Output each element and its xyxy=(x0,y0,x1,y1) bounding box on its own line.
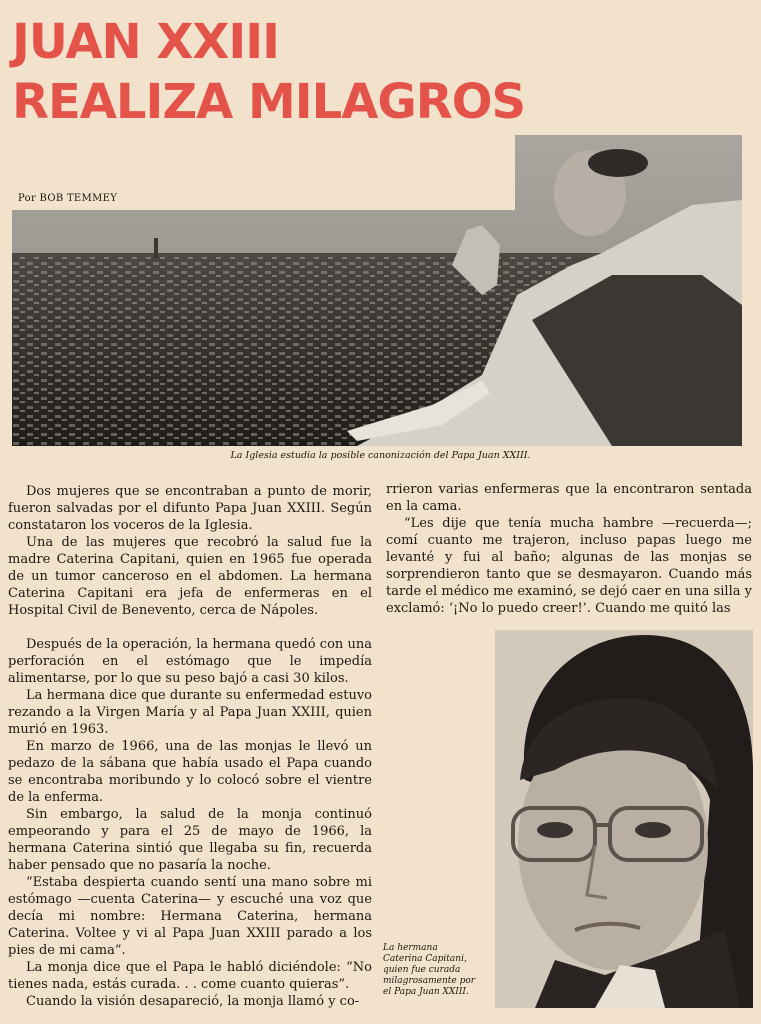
portrait-caption-line: La hermana xyxy=(383,943,438,953)
portrait-photo-illustration xyxy=(495,630,753,1008)
hero-photo xyxy=(12,135,742,446)
paragraph: Sin embargo, la salud de la monja continuó empeorando y para el 25 de mayo de 1966, la hermana Caterina sintió que llegaba su fin, recuerda haber pensado que no pasaría la noche. xyxy=(8,807,372,873)
portrait-caption-line: Caterina Capitani, xyxy=(383,954,467,964)
paragraph: Una de las mujeres que recobró la salud fue la madre Caterina Capitani, quien en 1965 fue operada de un tumor canceroso en el abdomen. La hermana Caterina Capitani era jefa de enfermeras en el Hospital Civil de Benevento, cerca de Nápoles. xyxy=(8,535,372,618)
paragraph: rrieron varias enfermeras que la encontraron sentada en la cama. xyxy=(386,482,752,514)
paragraph: Cuando la visión desapareció, la monja llamó y co- xyxy=(26,994,360,1009)
portrait-caption-line: milagrosamente por xyxy=(383,976,476,986)
article-left-column xyxy=(8,483,372,1010)
headline-line-2: REALIZA MILAGROS xyxy=(12,74,526,130)
paragraph: Después de la operación, la hermana quedó con una perforación en el estómago que le impedía alimentarse, por lo que su peso bajó a casi 30 kilos. xyxy=(8,637,372,686)
article-right-column xyxy=(386,481,752,617)
headline-line-1: JUAN XXIII xyxy=(12,14,279,70)
portrait-caption xyxy=(383,943,495,998)
paragraph: En marzo de 1966, una de las monjas le llevó un pedazo de la sábana que había usado el Papa cuando se encontraba moribundo y lo colocó sobre el vientre de la enferma. xyxy=(8,739,372,805)
paragraph: La monja dice que el Papa le habló diciéndole: “No tienes nada, estás curada. . . come cuanto quieras”. xyxy=(8,960,372,992)
paragraph: Dos mujeres que se encontraban a punto de morir, fueron salvadas por el difunto Papa Juan XXIII. Según constataron los voceros de la Iglesia. xyxy=(8,484,372,533)
paragraph: “Les dije que tenía mucha hambre —recuerda—; comí cuanto me trajeron, incluso papas luego me levanté y fui al baño; algunas de las monjas se sorprendieron tanto que se desmayaron. Cuando más tarde el médico me examinó, se dejó caer en una silla y exclamó: ‘¡No lo puedo creer!’. Cuando me quitó las xyxy=(386,516,752,616)
paragraph: La hermana dice que durante su enfermedad estuvo rezando a la Virgen María y al Papa Juan XXIII, quien murió en 1963. xyxy=(8,688,372,737)
portrait-caption-line: quien fue curada xyxy=(383,965,461,975)
portrait-photo xyxy=(495,630,753,1008)
portrait-caption-line: el Papa Juan XXIII. xyxy=(383,987,469,997)
hero-caption: La Iglesia estudia la posible canonización del Papa Juan XXIII. xyxy=(230,450,531,461)
paragraph: “Estaba despierta cuando sentí una mano sobre mi estómago —cuenta Caterina— y escuché una voz que decía mi nombre: Hermana Caterina, hermana Caterina. Voltee y vi al Papa Juan XXIII parado a los pies de mi cama”. xyxy=(8,875,372,958)
byline: Por BOB TEMMEY xyxy=(18,193,118,204)
